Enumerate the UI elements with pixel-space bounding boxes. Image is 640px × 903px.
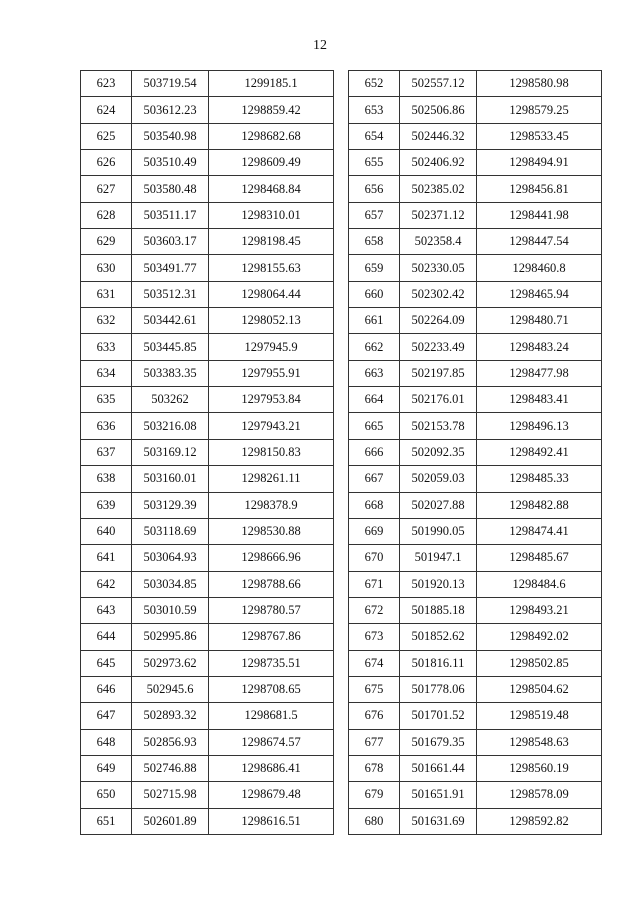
point-number-cell: 649 bbox=[81, 755, 132, 781]
point-number-cell: 661 bbox=[349, 308, 400, 334]
x-coordinate-cell: 501701.52 bbox=[400, 703, 477, 729]
x-coordinate-cell: 503129.39 bbox=[132, 492, 209, 518]
point-number-cell: 679 bbox=[349, 782, 400, 808]
table-row bbox=[81, 71, 334, 97]
x-coordinate-cell: 502893.32 bbox=[132, 703, 209, 729]
table-row bbox=[81, 413, 334, 439]
table-row bbox=[349, 176, 602, 202]
y-coordinate-cell: 1298482.88 bbox=[477, 492, 602, 518]
x-coordinate-cell: 502446.32 bbox=[400, 123, 477, 149]
table-row bbox=[349, 571, 602, 597]
table-row bbox=[349, 334, 602, 360]
point-number-cell: 639 bbox=[81, 492, 132, 518]
point-number-cell: 646 bbox=[81, 676, 132, 702]
y-coordinate-cell: 1298682.68 bbox=[209, 123, 334, 149]
y-coordinate-cell: 1298465.94 bbox=[477, 281, 602, 307]
x-coordinate-cell: 501679.35 bbox=[400, 729, 477, 755]
table-row bbox=[349, 387, 602, 413]
x-coordinate-cell: 502059.03 bbox=[400, 466, 477, 492]
point-number-cell: 648 bbox=[81, 729, 132, 755]
y-coordinate-cell: 1298548.63 bbox=[477, 729, 602, 755]
y-coordinate-cell: 1298494.91 bbox=[477, 150, 602, 176]
y-coordinate-cell: 1298502.85 bbox=[477, 650, 602, 676]
point-number-cell: 654 bbox=[349, 123, 400, 149]
point-number-cell: 673 bbox=[349, 624, 400, 650]
y-coordinate-cell: 1297955.91 bbox=[209, 360, 334, 386]
x-coordinate-cell: 501885.18 bbox=[400, 597, 477, 623]
x-coordinate-cell: 502358.4 bbox=[400, 229, 477, 255]
x-coordinate-cell: 503603.17 bbox=[132, 229, 209, 255]
x-coordinate-cell: 502406.92 bbox=[400, 150, 477, 176]
y-coordinate-cell: 1298261.11 bbox=[209, 466, 334, 492]
x-coordinate-cell: 503445.85 bbox=[132, 334, 209, 360]
table-row bbox=[81, 755, 334, 781]
x-coordinate-cell: 502330.05 bbox=[400, 255, 477, 281]
table-row bbox=[349, 808, 602, 834]
point-number-cell: 680 bbox=[349, 808, 400, 834]
point-number-cell: 676 bbox=[349, 703, 400, 729]
point-number-cell: 627 bbox=[81, 176, 132, 202]
point-number-cell: 660 bbox=[349, 281, 400, 307]
table-row bbox=[349, 360, 602, 386]
table-row bbox=[349, 650, 602, 676]
table-row bbox=[81, 624, 334, 650]
table-row bbox=[349, 308, 602, 334]
table-row bbox=[81, 782, 334, 808]
point-number-cell: 643 bbox=[81, 597, 132, 623]
point-number-cell: 677 bbox=[349, 729, 400, 755]
point-number-cell: 659 bbox=[349, 255, 400, 281]
table-row bbox=[81, 255, 334, 281]
y-coordinate-cell: 1298493.21 bbox=[477, 597, 602, 623]
x-coordinate-cell: 503160.01 bbox=[132, 466, 209, 492]
x-coordinate-cell: 502746.88 bbox=[132, 755, 209, 781]
x-coordinate-cell: 503719.54 bbox=[132, 71, 209, 97]
table-row bbox=[349, 413, 602, 439]
table-row bbox=[81, 492, 334, 518]
y-coordinate-cell: 1298530.88 bbox=[209, 518, 334, 544]
y-coordinate-cell: 1299185.1 bbox=[209, 71, 334, 97]
table-row bbox=[349, 123, 602, 149]
table-row bbox=[81, 729, 334, 755]
table-row bbox=[81, 202, 334, 228]
table-row bbox=[81, 466, 334, 492]
point-number-cell: 667 bbox=[349, 466, 400, 492]
point-number-cell: 666 bbox=[349, 439, 400, 465]
y-coordinate-cell: 1298378.9 bbox=[209, 492, 334, 518]
point-number-cell: 630 bbox=[81, 255, 132, 281]
x-coordinate-cell: 501990.05 bbox=[400, 518, 477, 544]
table-row bbox=[349, 229, 602, 255]
table-row bbox=[81, 176, 334, 202]
y-coordinate-cell: 1297945.9 bbox=[209, 334, 334, 360]
point-number-cell: 653 bbox=[349, 97, 400, 123]
y-coordinate-cell: 1298477.98 bbox=[477, 360, 602, 386]
x-coordinate-cell: 501651.91 bbox=[400, 782, 477, 808]
table-row bbox=[81, 229, 334, 255]
point-number-cell: 664 bbox=[349, 387, 400, 413]
y-coordinate-cell: 1298474.41 bbox=[477, 518, 602, 544]
y-coordinate-cell: 1297943.21 bbox=[209, 413, 334, 439]
point-number-cell: 638 bbox=[81, 466, 132, 492]
x-coordinate-cell: 501778.06 bbox=[400, 676, 477, 702]
y-coordinate-cell: 1298484.6 bbox=[477, 571, 602, 597]
coordinates-table-left bbox=[80, 70, 334, 835]
y-coordinate-cell: 1298441.98 bbox=[477, 202, 602, 228]
table-row bbox=[81, 387, 334, 413]
table-row bbox=[349, 676, 602, 702]
point-number-cell: 628 bbox=[81, 202, 132, 228]
y-coordinate-cell: 1298592.82 bbox=[477, 808, 602, 834]
point-number-cell: 623 bbox=[81, 71, 132, 97]
y-coordinate-cell: 1298560.19 bbox=[477, 755, 602, 781]
x-coordinate-cell: 503383.35 bbox=[132, 360, 209, 386]
x-coordinate-cell: 502153.78 bbox=[400, 413, 477, 439]
point-number-cell: 631 bbox=[81, 281, 132, 307]
point-number-cell: 657 bbox=[349, 202, 400, 228]
point-number-cell: 637 bbox=[81, 439, 132, 465]
y-coordinate-cell: 1298310.01 bbox=[209, 202, 334, 228]
y-coordinate-cell: 1298150.83 bbox=[209, 439, 334, 465]
y-coordinate-cell: 1298492.41 bbox=[477, 439, 602, 465]
table-row bbox=[81, 97, 334, 123]
x-coordinate-cell: 502856.93 bbox=[132, 729, 209, 755]
y-coordinate-cell: 1298735.51 bbox=[209, 650, 334, 676]
table-row bbox=[349, 439, 602, 465]
x-coordinate-cell: 501852.62 bbox=[400, 624, 477, 650]
point-number-cell: 636 bbox=[81, 413, 132, 439]
y-coordinate-cell: 1298447.54 bbox=[477, 229, 602, 255]
point-number-cell: 674 bbox=[349, 650, 400, 676]
table-row bbox=[81, 518, 334, 544]
point-number-cell: 675 bbox=[349, 676, 400, 702]
y-coordinate-cell: 1298767.86 bbox=[209, 624, 334, 650]
x-coordinate-cell: 503442.61 bbox=[132, 308, 209, 334]
y-coordinate-cell: 1298198.45 bbox=[209, 229, 334, 255]
y-coordinate-cell: 1298483.24 bbox=[477, 334, 602, 360]
y-coordinate-cell: 1298686.41 bbox=[209, 755, 334, 781]
x-coordinate-cell: 503612.23 bbox=[132, 97, 209, 123]
x-coordinate-cell: 503010.59 bbox=[132, 597, 209, 623]
x-coordinate-cell: 502302.42 bbox=[400, 281, 477, 307]
x-coordinate-cell: 502506.86 bbox=[400, 97, 477, 123]
point-number-cell: 647 bbox=[81, 703, 132, 729]
y-coordinate-cell: 1298468.84 bbox=[209, 176, 334, 202]
table-row bbox=[81, 150, 334, 176]
y-coordinate-cell: 1298052.13 bbox=[209, 308, 334, 334]
table-row bbox=[349, 255, 602, 281]
y-coordinate-cell: 1298579.25 bbox=[477, 97, 602, 123]
x-coordinate-cell: 503491.77 bbox=[132, 255, 209, 281]
x-coordinate-cell: 502385.02 bbox=[400, 176, 477, 202]
page-number: 12 bbox=[313, 38, 327, 53]
table-row bbox=[349, 281, 602, 307]
x-coordinate-cell: 502092.35 bbox=[400, 439, 477, 465]
table-row bbox=[81, 597, 334, 623]
x-coordinate-cell: 503118.69 bbox=[132, 518, 209, 544]
table-row bbox=[81, 676, 334, 702]
y-coordinate-cell: 1298679.48 bbox=[209, 782, 334, 808]
table-row bbox=[349, 703, 602, 729]
point-number-cell: 678 bbox=[349, 755, 400, 781]
x-coordinate-cell: 502264.09 bbox=[400, 308, 477, 334]
x-coordinate-cell: 503169.12 bbox=[132, 439, 209, 465]
point-number-cell: 635 bbox=[81, 387, 132, 413]
point-number-cell: 655 bbox=[349, 150, 400, 176]
table-row bbox=[349, 755, 602, 781]
x-coordinate-cell: 502176.01 bbox=[400, 387, 477, 413]
y-coordinate-cell: 1298519.48 bbox=[477, 703, 602, 729]
y-coordinate-cell: 1298674.57 bbox=[209, 729, 334, 755]
x-coordinate-cell: 501661.44 bbox=[400, 755, 477, 781]
x-coordinate-cell: 502945.6 bbox=[132, 676, 209, 702]
x-coordinate-cell: 502601.89 bbox=[132, 808, 209, 834]
point-number-cell: 632 bbox=[81, 308, 132, 334]
table-row bbox=[349, 518, 602, 544]
point-number-cell: 652 bbox=[349, 71, 400, 97]
point-number-cell: 671 bbox=[349, 571, 400, 597]
y-coordinate-cell: 1298533.45 bbox=[477, 123, 602, 149]
y-coordinate-cell: 1298456.81 bbox=[477, 176, 602, 202]
point-number-cell: 633 bbox=[81, 334, 132, 360]
x-coordinate-cell: 503580.48 bbox=[132, 176, 209, 202]
table-row bbox=[349, 624, 602, 650]
point-number-cell: 642 bbox=[81, 571, 132, 597]
coordinates-table-right bbox=[348, 70, 602, 835]
y-coordinate-cell: 1298485.33 bbox=[477, 466, 602, 492]
table-row bbox=[81, 650, 334, 676]
y-coordinate-cell: 1298485.67 bbox=[477, 545, 602, 571]
table-row bbox=[349, 597, 602, 623]
x-coordinate-cell: 502715.98 bbox=[132, 782, 209, 808]
y-coordinate-cell: 1298609.49 bbox=[209, 150, 334, 176]
table-row bbox=[349, 71, 602, 97]
x-coordinate-cell: 503512.31 bbox=[132, 281, 209, 307]
y-coordinate-cell: 1298480.71 bbox=[477, 308, 602, 334]
x-coordinate-cell: 501947.1 bbox=[400, 545, 477, 571]
y-coordinate-cell: 1298496.13 bbox=[477, 413, 602, 439]
table-row bbox=[81, 360, 334, 386]
y-coordinate-cell: 1298492.02 bbox=[477, 624, 602, 650]
x-coordinate-cell: 502197.85 bbox=[400, 360, 477, 386]
y-coordinate-cell: 1298504.62 bbox=[477, 676, 602, 702]
x-coordinate-cell: 503511.17 bbox=[132, 202, 209, 228]
x-coordinate-cell: 503034.85 bbox=[132, 571, 209, 597]
table-row bbox=[81, 123, 334, 149]
point-number-cell: 672 bbox=[349, 597, 400, 623]
point-number-cell: 662 bbox=[349, 334, 400, 360]
y-coordinate-cell: 1298155.63 bbox=[209, 255, 334, 281]
y-coordinate-cell: 1298616.51 bbox=[209, 808, 334, 834]
x-coordinate-cell: 502027.88 bbox=[400, 492, 477, 518]
y-coordinate-cell: 1297953.84 bbox=[209, 387, 334, 413]
x-coordinate-cell: 501920.13 bbox=[400, 571, 477, 597]
point-number-cell: 670 bbox=[349, 545, 400, 571]
y-coordinate-cell: 1298578.09 bbox=[477, 782, 602, 808]
x-coordinate-cell: 501631.69 bbox=[400, 808, 477, 834]
y-coordinate-cell: 1298483.41 bbox=[477, 387, 602, 413]
table-row bbox=[81, 334, 334, 360]
table-row bbox=[81, 439, 334, 465]
table-row bbox=[349, 466, 602, 492]
table-row bbox=[81, 308, 334, 334]
point-number-cell: 665 bbox=[349, 413, 400, 439]
table-row bbox=[81, 703, 334, 729]
table-row bbox=[349, 782, 602, 808]
x-coordinate-cell: 502995.86 bbox=[132, 624, 209, 650]
y-coordinate-cell: 1298460.8 bbox=[477, 255, 602, 281]
point-number-cell: 629 bbox=[81, 229, 132, 255]
point-number-cell: 625 bbox=[81, 123, 132, 149]
x-coordinate-cell: 502557.12 bbox=[400, 71, 477, 97]
y-coordinate-cell: 1298780.57 bbox=[209, 597, 334, 623]
point-number-cell: 650 bbox=[81, 782, 132, 808]
table-row bbox=[81, 808, 334, 834]
point-number-cell: 626 bbox=[81, 150, 132, 176]
table-row bbox=[349, 545, 602, 571]
table-row bbox=[349, 492, 602, 518]
y-coordinate-cell: 1298580.98 bbox=[477, 71, 602, 97]
x-coordinate-cell: 502973.62 bbox=[132, 650, 209, 676]
table-row bbox=[81, 281, 334, 307]
y-coordinate-cell: 1298859.42 bbox=[209, 97, 334, 123]
point-number-cell: 663 bbox=[349, 360, 400, 386]
point-number-cell: 656 bbox=[349, 176, 400, 202]
y-coordinate-cell: 1298708.65 bbox=[209, 676, 334, 702]
x-coordinate-cell: 503064.93 bbox=[132, 545, 209, 571]
y-coordinate-cell: 1298681.5 bbox=[209, 703, 334, 729]
table-row bbox=[81, 571, 334, 597]
point-number-cell: 634 bbox=[81, 360, 132, 386]
point-number-cell: 624 bbox=[81, 97, 132, 123]
table-row bbox=[349, 202, 602, 228]
x-coordinate-cell: 503540.98 bbox=[132, 123, 209, 149]
point-number-cell: 640 bbox=[81, 518, 132, 544]
point-number-cell: 658 bbox=[349, 229, 400, 255]
x-coordinate-cell: 503216.08 bbox=[132, 413, 209, 439]
table-row bbox=[349, 97, 602, 123]
x-coordinate-cell: 503510.49 bbox=[132, 150, 209, 176]
y-coordinate-cell: 1298064.44 bbox=[209, 281, 334, 307]
y-coordinate-cell: 1298788.66 bbox=[209, 571, 334, 597]
table-row bbox=[349, 150, 602, 176]
table-row bbox=[81, 545, 334, 571]
x-coordinate-cell: 502233.49 bbox=[400, 334, 477, 360]
point-number-cell: 641 bbox=[81, 545, 132, 571]
point-number-cell: 645 bbox=[81, 650, 132, 676]
table-row bbox=[349, 729, 602, 755]
point-number-cell: 651 bbox=[81, 808, 132, 834]
point-number-cell: 669 bbox=[349, 518, 400, 544]
x-coordinate-cell: 502371.12 bbox=[400, 202, 477, 228]
x-coordinate-cell: 503262 bbox=[132, 387, 209, 413]
point-number-cell: 644 bbox=[81, 624, 132, 650]
y-coordinate-cell: 1298666.96 bbox=[209, 545, 334, 571]
x-coordinate-cell: 501816.11 bbox=[400, 650, 477, 676]
point-number-cell: 668 bbox=[349, 492, 400, 518]
